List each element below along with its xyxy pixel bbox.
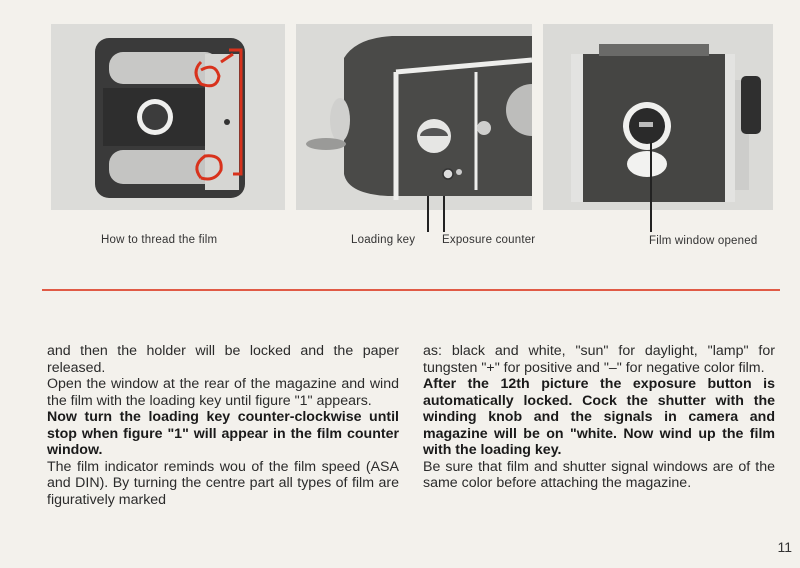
photo-magazine-side	[296, 24, 532, 210]
caption-thread-film: How to thread the film	[101, 234, 218, 246]
photo-magazine-back	[543, 24, 773, 210]
paragraph: and then the holder will be locked and the paper released.	[47, 343, 399, 376]
leader-line-exposure-counter	[443, 196, 445, 232]
magazine-side-illustration	[296, 24, 532, 210]
paragraph: The film indicator reminds wou of the film speed (ASA and DIN). By turning the centre part all types of film are figuratively marked	[47, 458, 399, 508]
photo-film-insert	[51, 24, 285, 210]
paragraph: Be sure that film and shutter signal windows are of the same color before attaching the magazine.	[423, 458, 775, 491]
paragraph: Open the window at the rear of the magazine and wind the film with the loading key until figure "1" appears.	[47, 376, 399, 409]
leader-line-film-window	[650, 142, 652, 232]
page-number: 11	[777, 539, 792, 555]
paragraph: as: black and white, "sun" for daylight, "lamp" for tungsten "+" for positive and "–" for negative color film.	[423, 343, 775, 376]
text-column-right	[423, 343, 775, 492]
bold-instruction: Now turn the loading key counter-clockwise until stop when figure "1" will appear in the film counter window.	[47, 409, 399, 458]
text-column-left	[47, 343, 399, 508]
bold-instruction: After the 12th picture the exposure button is automatically locked. Cock the shutter with the winding knob and the signals in camera and magazine will be on "white. Now wind up the film with the loading key.	[423, 376, 775, 458]
caption-film-window: Film window opened	[649, 235, 758, 247]
caption-exposure-counter: Exposure counter	[442, 234, 536, 246]
caption-loading-key: Loading key	[351, 234, 416, 246]
film-insert-illustration	[51, 24, 285, 210]
red-divider-rule	[42, 289, 780, 291]
leader-line-loading-key	[427, 196, 429, 232]
magazine-back-illustration	[543, 24, 773, 210]
